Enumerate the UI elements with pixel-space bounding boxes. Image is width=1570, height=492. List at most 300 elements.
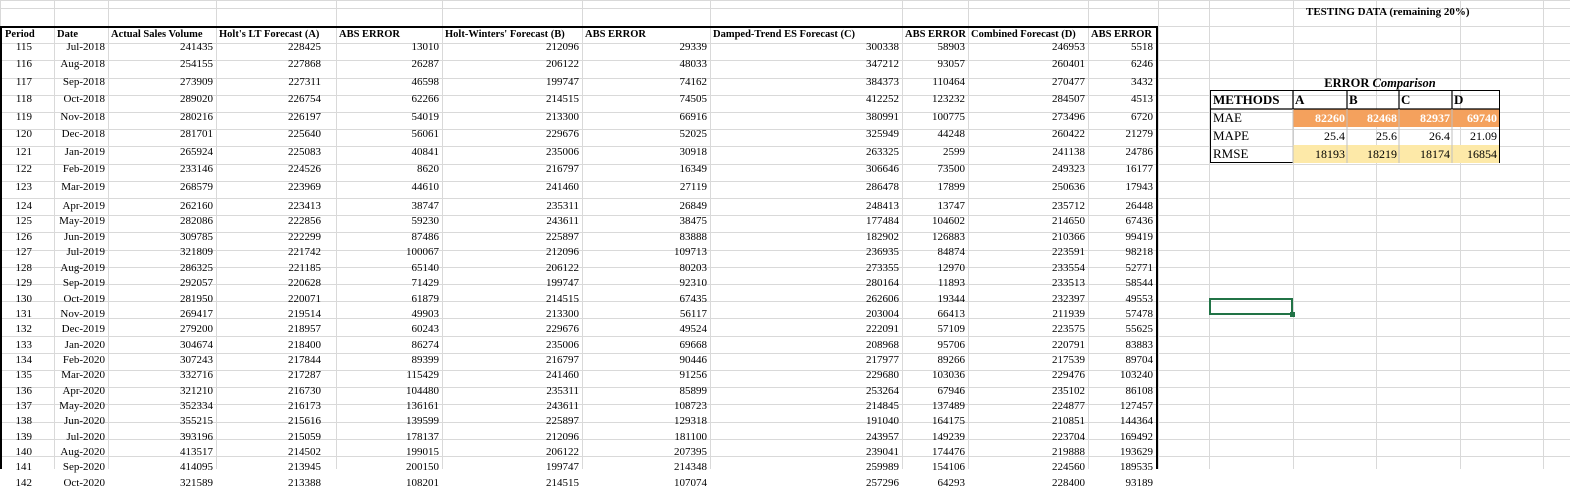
cell-actual[interactable]: 279200 bbox=[180, 323, 213, 335]
cell-damped[interactable]: 347212 bbox=[866, 58, 899, 70]
cell-actual[interactable]: 352334 bbox=[180, 400, 213, 412]
cell-abs-a[interactable]: 200150 bbox=[406, 461, 439, 473]
cell-damped[interactable]: 177484 bbox=[866, 215, 899, 227]
cell-combined[interactable]: 224560 bbox=[1052, 461, 1085, 473]
cell-abs-b[interactable]: 49524 bbox=[679, 323, 707, 335]
cell-abs-c[interactable]: 95706 bbox=[937, 339, 965, 351]
cell-abs-b[interactable]: 83888 bbox=[679, 231, 707, 243]
method-col-d[interactable]: D bbox=[1454, 92, 1464, 107]
cell-abs-c[interactable]: 67946 bbox=[937, 385, 965, 397]
cell-abs-a[interactable]: 61879 bbox=[411, 293, 439, 305]
cell-hw[interactable]: 213300 bbox=[546, 308, 579, 320]
cell-damped[interactable]: 412252 bbox=[866, 93, 899, 105]
cell-hw[interactable]: 241460 bbox=[546, 369, 579, 381]
metric-mae-c[interactable]: 82937 bbox=[1420, 111, 1450, 125]
method-col-c[interactable]: C bbox=[1401, 92, 1411, 107]
cell-abs-d[interactable]: 21279 bbox=[1125, 128, 1153, 140]
cell-combined[interactable]: 250636 bbox=[1052, 181, 1085, 193]
cell-combined[interactable]: 211939 bbox=[1052, 308, 1085, 320]
cell-holt[interactable]: 228425 bbox=[288, 41, 321, 53]
cell-date[interactable]: Nov-2018 bbox=[60, 111, 105, 123]
cell-damped[interactable]: 325949 bbox=[866, 128, 899, 140]
cell-damped[interactable]: 306646 bbox=[866, 163, 899, 175]
cell-period[interactable]: 123 bbox=[15, 181, 32, 193]
cell-abs-c[interactable]: 11893 bbox=[937, 277, 965, 289]
cell-actual[interactable]: 355215 bbox=[180, 415, 213, 427]
cell-damped[interactable]: 280164 bbox=[866, 277, 899, 289]
cell-abs-a[interactable]: 104480 bbox=[406, 385, 439, 397]
cell-abs-b[interactable]: 91256 bbox=[679, 369, 707, 381]
cell-period[interactable]: 125 bbox=[15, 215, 32, 227]
cell-damped[interactable]: 217977 bbox=[866, 354, 899, 366]
cell-abs-b[interactable]: 74505 bbox=[679, 93, 707, 105]
cell-damped[interactable]: 286478 bbox=[866, 181, 899, 193]
cell-abs-b[interactable]: 52025 bbox=[679, 128, 707, 140]
cell-abs-c[interactable]: 12970 bbox=[937, 262, 965, 274]
cell-damped[interactable]: 384373 bbox=[866, 76, 899, 88]
method-col-b[interactable]: B bbox=[1349, 92, 1358, 107]
cell-period[interactable]: 129 bbox=[15, 277, 32, 289]
cell-date[interactable]: Jul-2020 bbox=[66, 431, 105, 443]
cell-hw[interactable]: 243611 bbox=[546, 215, 579, 227]
cell-abs-c[interactable]: 154106 bbox=[932, 461, 965, 473]
cell-hw[interactable]: 212096 bbox=[546, 41, 579, 53]
cell-holt[interactable]: 216730 bbox=[288, 385, 321, 397]
cell-date[interactable]: Nov-2019 bbox=[60, 308, 105, 320]
cell-hw[interactable]: 206122 bbox=[546, 262, 579, 274]
cell-abs-a[interactable]: 108201 bbox=[406, 477, 439, 489]
cell-date[interactable]: Oct-2019 bbox=[63, 293, 105, 305]
cell-abs-d[interactable]: 6246 bbox=[1131, 58, 1153, 70]
metric-label-rmse[interactable]: RMSE bbox=[1213, 146, 1249, 161]
cell-abs-c[interactable]: 2599 bbox=[943, 146, 965, 158]
cell-period[interactable]: 134 bbox=[15, 354, 32, 366]
cell-abs-c[interactable]: 57109 bbox=[937, 323, 965, 335]
cell-abs-d[interactable]: 169492 bbox=[1120, 431, 1153, 443]
cell-hw[interactable]: 235311 bbox=[546, 385, 579, 397]
cell-abs-d[interactable]: 86108 bbox=[1125, 385, 1153, 397]
cell-abs-c[interactable]: 123232 bbox=[932, 93, 965, 105]
cell-period[interactable]: 127 bbox=[15, 246, 32, 258]
cell-actual[interactable]: 280216 bbox=[180, 111, 213, 123]
cell-abs-d[interactable]: 16177 bbox=[1125, 163, 1153, 175]
cell-actual[interactable]: 286325 bbox=[180, 262, 213, 274]
cell-hw[interactable]: 214515 bbox=[546, 293, 579, 305]
cell-date[interactable]: Jan-2020 bbox=[64, 339, 105, 351]
cell-abs-d[interactable]: 127457 bbox=[1120, 400, 1153, 412]
cell-holt[interactable]: 226754 bbox=[288, 93, 321, 105]
cell-holt[interactable]: 220628 bbox=[288, 277, 321, 289]
cell-abs-d[interactable]: 5518 bbox=[1131, 41, 1153, 53]
cell-period[interactable]: 120 bbox=[15, 128, 32, 140]
cell-abs-b[interactable]: 26849 bbox=[679, 200, 707, 212]
metric-mape-d[interactable]: 21.09 bbox=[1470, 129, 1497, 143]
method-col-a[interactable]: A bbox=[1295, 92, 1305, 107]
cell-abs-c[interactable]: 93057 bbox=[937, 58, 965, 70]
cell-abs-c[interactable]: 73500 bbox=[937, 163, 965, 175]
cell-abs-b[interactable]: 214348 bbox=[674, 461, 707, 473]
cell-period[interactable]: 117 bbox=[15, 76, 32, 88]
metric-rmse-c[interactable]: 18174 bbox=[1420, 147, 1450, 161]
cell-holt[interactable]: 224526 bbox=[288, 163, 321, 175]
cell-combined[interactable]: 260422 bbox=[1052, 128, 1085, 140]
cell-abs-c[interactable]: 17899 bbox=[937, 181, 965, 193]
cell-holt[interactable]: 213388 bbox=[288, 477, 321, 489]
cell-combined[interactable]: 246953 bbox=[1052, 41, 1085, 53]
cell-abs-b[interactable]: 38475 bbox=[679, 215, 707, 227]
cell-abs-a[interactable]: 44610 bbox=[411, 181, 439, 193]
cell-damped[interactable]: 243957 bbox=[866, 431, 899, 443]
cell-period[interactable]: 116 bbox=[15, 58, 32, 70]
cell-hw[interactable]: 235006 bbox=[546, 146, 579, 158]
cell-actual[interactable]: 281950 bbox=[180, 293, 213, 305]
cell-actual[interactable]: 269417 bbox=[180, 308, 213, 320]
cell-hw[interactable]: 216797 bbox=[546, 354, 579, 366]
cell-abs-b[interactable]: 29339 bbox=[679, 41, 707, 53]
cell-hw[interactable]: 225897 bbox=[546, 231, 579, 243]
cell-hw[interactable]: 199747 bbox=[546, 76, 579, 88]
cell-period[interactable]: 128 bbox=[15, 262, 32, 274]
cell-abs-c[interactable]: 19344 bbox=[937, 293, 965, 305]
cell-hw[interactable]: 229676 bbox=[546, 323, 579, 335]
cell-period[interactable]: 140 bbox=[15, 446, 32, 458]
cell-actual[interactable]: 233146 bbox=[180, 163, 213, 175]
cell-combined[interactable]: 214650 bbox=[1052, 215, 1085, 227]
cell-date[interactable]: Apr-2020 bbox=[62, 385, 105, 397]
cell-hw[interactable]: 199747 bbox=[546, 277, 579, 289]
cell-abs-c[interactable]: 84874 bbox=[937, 246, 965, 258]
cell-damped[interactable]: 253264 bbox=[866, 385, 899, 397]
cell-abs-a[interactable]: 62266 bbox=[411, 93, 439, 105]
cell-abs-c[interactable]: 13747 bbox=[937, 200, 965, 212]
cell-period[interactable]: 126 bbox=[15, 231, 32, 243]
cell-abs-a[interactable]: 87486 bbox=[411, 231, 439, 243]
cell-actual[interactable]: 281701 bbox=[180, 128, 213, 140]
cell-abs-a[interactable]: 56061 bbox=[411, 128, 439, 140]
cell-damped[interactable]: 300338 bbox=[866, 41, 899, 53]
metric-mape-a[interactable]: 25.4 bbox=[1324, 129, 1345, 143]
cell-combined[interactable]: 223575 bbox=[1052, 323, 1085, 335]
cell-date[interactable]: May-2019 bbox=[59, 215, 105, 227]
cell-abs-d[interactable]: 57478 bbox=[1125, 308, 1153, 320]
cell-date[interactable]: Sep-2019 bbox=[62, 277, 105, 289]
cell-combined[interactable]: 223591 bbox=[1052, 246, 1085, 258]
cell-holt[interactable]: 222856 bbox=[288, 215, 321, 227]
cell-abs-a[interactable]: 26287 bbox=[411, 58, 439, 70]
cell-date[interactable]: Feb-2019 bbox=[62, 163, 105, 175]
cell-damped[interactable]: 191040 bbox=[866, 415, 899, 427]
cell-period[interactable]: 130 bbox=[15, 293, 32, 305]
cell-abs-a[interactable]: 86274 bbox=[411, 339, 439, 351]
cell-damped[interactable]: 203004 bbox=[866, 308, 899, 320]
cell-date[interactable]: Dec-2019 bbox=[61, 323, 105, 335]
cell-actual[interactable]: 393196 bbox=[180, 431, 213, 443]
cell-holt[interactable]: 225640 bbox=[288, 128, 321, 140]
cell-date[interactable]: Jul-2019 bbox=[66, 246, 105, 258]
cell-hw[interactable]: 212096 bbox=[546, 246, 579, 258]
selected-cell[interactable] bbox=[1209, 298, 1293, 315]
cell-actual[interactable]: 321809 bbox=[180, 246, 213, 258]
cell-actual[interactable]: 332716 bbox=[180, 369, 213, 381]
cell-abs-d[interactable]: 24786 bbox=[1125, 146, 1153, 158]
cell-date[interactable]: Sep-2020 bbox=[62, 461, 105, 473]
cell-abs-b[interactable]: 16349 bbox=[679, 163, 707, 175]
cell-combined[interactable]: 220791 bbox=[1052, 339, 1085, 351]
cell-damped[interactable]: 239041 bbox=[866, 446, 899, 458]
cell-abs-b[interactable]: 92310 bbox=[679, 277, 707, 289]
metric-mape-c[interactable]: 26.4 bbox=[1429, 129, 1450, 143]
cell-abs-d[interactable]: 52771 bbox=[1125, 262, 1153, 274]
cell-abs-c[interactable]: 44248 bbox=[937, 128, 965, 140]
cell-date[interactable]: Jul-2018 bbox=[66, 41, 105, 53]
cell-damped[interactable]: 380991 bbox=[866, 111, 899, 123]
cell-abs-c[interactable]: 58903 bbox=[937, 41, 965, 53]
cell-abs-c[interactable]: 126883 bbox=[932, 231, 965, 243]
cell-abs-c[interactable]: 149239 bbox=[932, 431, 965, 443]
cell-hw[interactable]: 235311 bbox=[546, 200, 579, 212]
cell-combined[interactable]: 223704 bbox=[1052, 431, 1085, 443]
cell-abs-b[interactable]: 129318 bbox=[674, 415, 707, 427]
metric-mape-b[interactable]: 25.6 bbox=[1376, 129, 1397, 143]
metric-rmse-d[interactable]: 16854 bbox=[1467, 147, 1497, 161]
cell-date[interactable]: Oct-2020 bbox=[63, 477, 105, 489]
cell-actual[interactable]: 241435 bbox=[180, 41, 213, 53]
cell-abs-a[interactable]: 40841 bbox=[411, 146, 439, 158]
cell-abs-a[interactable]: 59230 bbox=[411, 215, 439, 227]
cell-abs-a[interactable]: 13010 bbox=[411, 41, 439, 53]
cell-actual[interactable]: 282086 bbox=[180, 215, 213, 227]
cell-period[interactable]: 139 bbox=[15, 431, 32, 443]
cell-abs-d[interactable]: 144364 bbox=[1120, 415, 1153, 427]
cell-date[interactable]: Jan-2019 bbox=[64, 146, 105, 158]
cell-period[interactable]: 137 bbox=[15, 400, 32, 412]
cell-combined[interactable]: 284507 bbox=[1052, 93, 1085, 105]
cell-abs-d[interactable]: 4513 bbox=[1131, 93, 1153, 105]
cell-abs-d[interactable]: 3432 bbox=[1131, 76, 1153, 88]
cell-combined[interactable]: 249323 bbox=[1052, 163, 1085, 175]
cell-actual[interactable]: 321589 bbox=[180, 477, 213, 489]
cell-damped[interactable]: 259989 bbox=[866, 461, 899, 473]
cell-actual[interactable]: 304674 bbox=[180, 339, 213, 351]
cell-abs-a[interactable]: 100067 bbox=[406, 246, 439, 258]
cell-holt[interactable]: 217287 bbox=[288, 369, 321, 381]
cell-hw[interactable]: 206122 bbox=[546, 446, 579, 458]
cell-abs-c[interactable]: 104602 bbox=[932, 215, 965, 227]
cell-damped[interactable]: 182902 bbox=[866, 231, 899, 243]
cell-hw[interactable]: 243611 bbox=[546, 400, 579, 412]
cell-combined[interactable]: 241138 bbox=[1052, 146, 1085, 158]
cell-holt[interactable]: 214502 bbox=[288, 446, 321, 458]
cell-damped[interactable]: 257296 bbox=[866, 477, 899, 489]
cell-abs-a[interactable]: 199015 bbox=[406, 446, 439, 458]
cell-holt[interactable]: 216173 bbox=[288, 400, 321, 412]
cell-actual[interactable]: 289020 bbox=[180, 93, 213, 105]
cell-abs-d[interactable]: 83883 bbox=[1125, 339, 1153, 351]
cell-hw[interactable]: 199747 bbox=[546, 461, 579, 473]
cell-holt[interactable]: 223413 bbox=[288, 200, 321, 212]
cell-period[interactable]: 142 bbox=[15, 477, 32, 489]
cell-period[interactable]: 138 bbox=[15, 415, 32, 427]
cell-combined[interactable]: 210851 bbox=[1052, 415, 1085, 427]
cell-abs-c[interactable]: 66413 bbox=[937, 308, 965, 320]
cell-date[interactable]: Apr-2019 bbox=[62, 200, 105, 212]
cell-damped[interactable]: 214845 bbox=[866, 400, 899, 412]
cell-combined[interactable]: 233554 bbox=[1052, 262, 1085, 274]
cell-actual[interactable]: 321210 bbox=[180, 385, 213, 397]
cell-hw[interactable]: 212096 bbox=[546, 431, 579, 443]
cell-holt[interactable]: 218957 bbox=[288, 323, 321, 335]
cell-abs-b[interactable]: 90446 bbox=[679, 354, 707, 366]
cell-abs-d[interactable]: 55625 bbox=[1125, 323, 1153, 335]
cell-abs-a[interactable]: 136161 bbox=[406, 400, 439, 412]
cell-date[interactable]: Mar-2019 bbox=[61, 181, 105, 193]
cell-abs-a[interactable]: 89399 bbox=[411, 354, 439, 366]
cell-abs-c[interactable]: 64293 bbox=[937, 477, 965, 489]
cell-actual[interactable]: 307243 bbox=[180, 354, 213, 366]
cell-date[interactable]: May-2020 bbox=[59, 400, 105, 412]
methods-header[interactable]: METHODS bbox=[1213, 92, 1280, 107]
cell-holt[interactable]: 218400 bbox=[288, 339, 321, 351]
cell-period[interactable]: 118 bbox=[15, 93, 32, 105]
cell-abs-b[interactable]: 85899 bbox=[679, 385, 707, 397]
metric-mae-d[interactable]: 69740 bbox=[1467, 111, 1497, 125]
cell-abs-a[interactable]: 8620 bbox=[417, 163, 439, 175]
cell-combined[interactable]: 232397 bbox=[1052, 293, 1085, 305]
cell-abs-d[interactable]: 93189 bbox=[1125, 477, 1153, 489]
cell-combined[interactable]: 235712 bbox=[1052, 200, 1085, 212]
cell-hw[interactable]: 229676 bbox=[546, 128, 579, 140]
cell-abs-d[interactable]: 98218 bbox=[1125, 246, 1153, 258]
cell-holt[interactable]: 215616 bbox=[288, 415, 321, 427]
cell-actual[interactable]: 309785 bbox=[180, 231, 213, 243]
cell-date[interactable]: Oct-2018 bbox=[63, 93, 105, 105]
cell-abs-a[interactable]: 38747 bbox=[411, 200, 439, 212]
cell-abs-c[interactable]: 100775 bbox=[932, 111, 965, 123]
cell-hw[interactable]: 213300 bbox=[546, 111, 579, 123]
cell-combined[interactable]: 224877 bbox=[1052, 400, 1085, 412]
cell-combined[interactable]: 219888 bbox=[1052, 446, 1085, 458]
cell-period[interactable]: 133 bbox=[15, 339, 32, 351]
metric-rmse-a[interactable]: 18193 bbox=[1315, 147, 1345, 161]
cell-abs-d[interactable]: 6720 bbox=[1131, 111, 1153, 123]
cell-holt[interactable]: 220071 bbox=[288, 293, 321, 305]
cell-hw[interactable]: 214515 bbox=[546, 93, 579, 105]
cell-combined[interactable]: 217539 bbox=[1052, 354, 1085, 366]
cell-date[interactable]: Aug-2019 bbox=[60, 262, 105, 274]
cell-abs-b[interactable]: 80203 bbox=[679, 262, 707, 274]
cell-abs-c[interactable]: 174476 bbox=[932, 446, 965, 458]
cell-combined[interactable]: 235102 bbox=[1052, 385, 1085, 397]
cell-abs-d[interactable]: 49553 bbox=[1125, 293, 1153, 305]
cell-combined[interactable]: 260401 bbox=[1052, 58, 1085, 70]
cell-date[interactable]: Mar-2020 bbox=[61, 369, 105, 381]
cell-holt[interactable]: 227311 bbox=[288, 76, 321, 88]
metric-rmse-b[interactable]: 18219 bbox=[1367, 147, 1397, 161]
cell-combined[interactable]: 273496 bbox=[1052, 111, 1085, 123]
cell-period[interactable]: 132 bbox=[15, 323, 32, 335]
cell-holt[interactable]: 221742 bbox=[288, 246, 321, 258]
cell-holt[interactable]: 226197 bbox=[288, 111, 321, 123]
cell-abs-b[interactable]: 207395 bbox=[674, 446, 707, 458]
cell-period[interactable]: 135 bbox=[15, 369, 32, 381]
cell-abs-b[interactable]: 48033 bbox=[679, 58, 707, 70]
cell-abs-b[interactable]: 30918 bbox=[679, 146, 707, 158]
cell-actual[interactable]: 273909 bbox=[180, 76, 213, 88]
cell-date[interactable]: Aug-2018 bbox=[60, 58, 105, 70]
cell-abs-d[interactable]: 189535 bbox=[1120, 461, 1153, 473]
cell-date[interactable]: Feb-2020 bbox=[62, 354, 105, 366]
metric-label-mae[interactable]: MAE bbox=[1213, 110, 1242, 125]
cell-abs-d[interactable]: 67436 bbox=[1125, 215, 1153, 227]
cell-abs-b[interactable]: 109713 bbox=[674, 246, 707, 258]
cell-abs-d[interactable]: 26448 bbox=[1125, 200, 1153, 212]
cell-abs-a[interactable]: 49903 bbox=[411, 308, 439, 320]
cell-abs-a[interactable]: 65140 bbox=[411, 262, 439, 274]
cell-period[interactable]: 122 bbox=[15, 163, 32, 175]
cell-abs-c[interactable]: 103036 bbox=[932, 369, 965, 381]
cell-abs-a[interactable]: 71429 bbox=[411, 277, 439, 289]
cell-damped[interactable]: 229680 bbox=[866, 369, 899, 381]
cell-actual[interactable]: 254155 bbox=[180, 58, 213, 70]
cell-abs-a[interactable]: 139599 bbox=[406, 415, 439, 427]
cell-period[interactable]: 124 bbox=[15, 200, 32, 212]
cell-hw[interactable]: 235006 bbox=[546, 339, 579, 351]
cell-abs-d[interactable]: 89704 bbox=[1125, 354, 1153, 366]
cell-damped[interactable]: 248413 bbox=[866, 200, 899, 212]
cell-actual[interactable]: 262160 bbox=[180, 200, 213, 212]
cell-damped[interactable]: 273355 bbox=[866, 262, 899, 274]
cell-abs-b[interactable]: 181100 bbox=[674, 431, 707, 443]
cell-abs-b[interactable]: 108723 bbox=[674, 400, 707, 412]
cell-damped[interactable]: 236935 bbox=[866, 246, 899, 258]
cell-combined[interactable]: 229476 bbox=[1052, 369, 1085, 381]
cell-holt[interactable]: 223969 bbox=[288, 181, 321, 193]
cell-abs-c[interactable]: 89266 bbox=[937, 354, 965, 366]
cell-damped[interactable]: 263325 bbox=[866, 146, 899, 158]
cell-holt[interactable]: 227868 bbox=[288, 58, 321, 70]
cell-hw[interactable]: 241460 bbox=[546, 181, 579, 193]
cell-abs-d[interactable]: 99419 bbox=[1125, 231, 1153, 243]
cell-actual[interactable]: 268579 bbox=[180, 181, 213, 193]
cell-holt[interactable]: 217844 bbox=[288, 354, 321, 366]
cell-holt[interactable]: 221185 bbox=[288, 262, 321, 274]
cell-hw[interactable]: 225897 bbox=[546, 415, 579, 427]
metric-label-mape[interactable]: MAPE bbox=[1213, 128, 1250, 143]
cell-date[interactable]: Sep-2018 bbox=[62, 76, 105, 88]
cell-holt[interactable]: 215059 bbox=[288, 431, 321, 443]
cell-abs-d[interactable]: 58544 bbox=[1125, 277, 1153, 289]
cell-abs-b[interactable]: 56117 bbox=[679, 308, 707, 320]
cell-abs-a[interactable]: 115429 bbox=[406, 369, 439, 381]
cell-actual[interactable]: 265924 bbox=[180, 146, 213, 158]
cell-abs-b[interactable]: 69668 bbox=[679, 339, 707, 351]
cell-abs-c[interactable]: 110464 bbox=[932, 76, 965, 88]
cell-combined[interactable]: 233513 bbox=[1052, 277, 1085, 289]
metric-mae-b[interactable]: 82468 bbox=[1367, 111, 1397, 125]
cell-hw[interactable]: 206122 bbox=[546, 58, 579, 70]
cell-abs-b[interactable]: 27119 bbox=[679, 181, 707, 193]
cell-combined[interactable]: 210366 bbox=[1052, 231, 1085, 243]
cell-period[interactable]: 119 bbox=[15, 111, 32, 123]
cell-damped[interactable]: 262606 bbox=[866, 293, 899, 305]
cell-period[interactable]: 121 bbox=[15, 146, 32, 158]
cell-date[interactable]: Jun-2019 bbox=[64, 231, 105, 243]
cell-actual[interactable]: 414095 bbox=[180, 461, 213, 473]
cell-date[interactable]: Dec-2018 bbox=[61, 128, 105, 140]
cell-actual[interactable]: 292057 bbox=[180, 277, 213, 289]
cell-abs-b[interactable]: 107074 bbox=[674, 477, 707, 489]
cell-abs-a[interactable]: 60243 bbox=[411, 323, 439, 335]
